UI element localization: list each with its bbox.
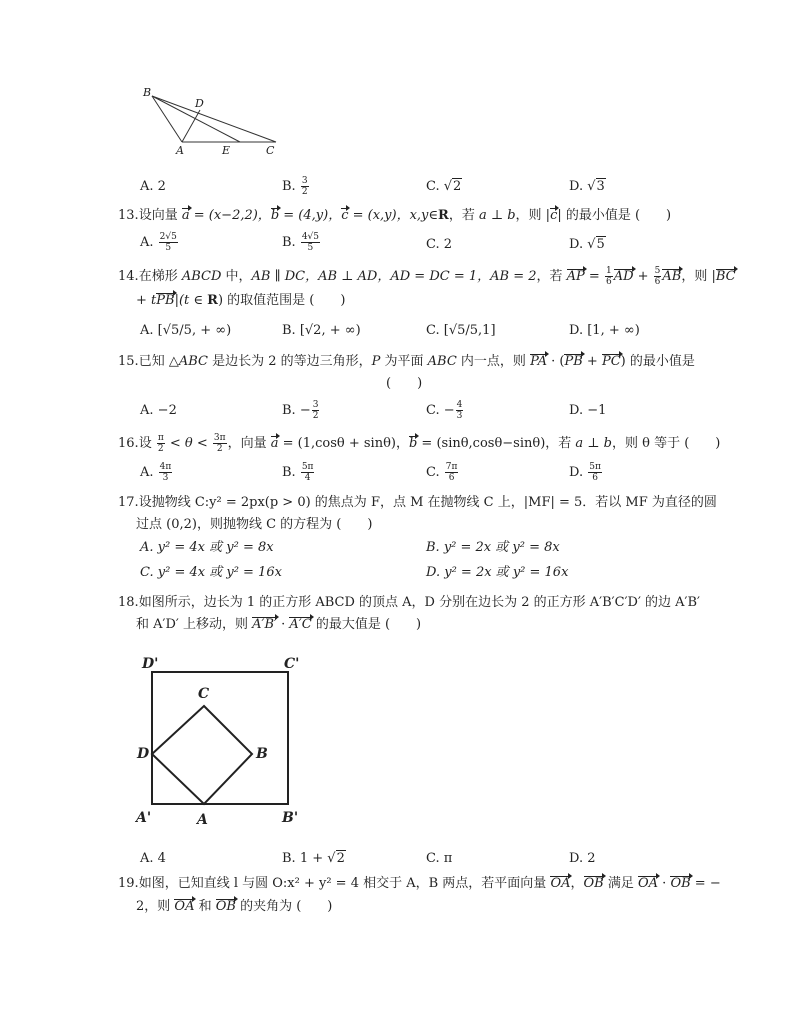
q13-option-a[interactable]: A. $\frac{2√5}{5}$ [140,232,177,253]
q18-option-a[interactable]: A. 4 [140,851,166,866]
q14-option-d[interactable]: D. [1, + ∞) [569,323,640,338]
q13-option-c[interactable]: C. 2 [426,237,453,252]
q17-stem-line1: 17.设抛物线 C:y² = 2px(p > 0) 的焦点为 F，点 M 在抛物线 C 上，|MF| = 5．若以 MF 为直径的圆 [118,495,717,510]
label-D: D [137,746,150,762]
q15-option-c[interactable]: C. − $\frac{4}{3}$ [426,400,463,421]
squares-figure [134,652,314,828]
q17-stem-line2: 过点 (0,2)，则抛物线 C 的方程为 ( ) [136,517,373,532]
q13-option-b[interactable]: B. $\frac{4√5}{5}$ [282,232,320,253]
q14-option-c[interactable]: C. [√5/5,1] [426,323,496,338]
label-A: A [176,144,184,157]
q19-stem-line1: 19.如图，已知直线 l 与圆 O:x² + y² = 4 相交于 A，B 两点，若平面向量 OA，OB 满足 OA · OB = − [118,876,721,891]
label-B: B [143,86,152,99]
q12-option-b[interactable]: B. $\frac{3}{2}$ [282,176,308,197]
q15-stem: 15.已知 △ABC 是边长为 2 的等边三角形，P 为平面 ABC 内一点，则 PA · (PB + PC) 的最小值是 [118,354,695,369]
label-A: A [197,812,208,828]
label-Dp: D' [142,656,159,672]
q15-option-b[interactable]: B. − $\frac{3}{2}$ [282,400,319,421]
q13-option-d[interactable]: D. √5 [569,237,605,252]
q19-stem-line2: 2，则 OA 和 OB 的夹角为 ( ) [136,899,333,914]
label-D: D [195,97,204,110]
q13-stem: 13.设向量 a = (x−2,2)，b = (4,y)，c = (x,y)，x,y∈R，若 a ⊥ b，则 |c| 的最小值是 ( ) [118,208,672,223]
q14-option-a[interactable]: A. [√5/5, + ∞) [140,323,232,338]
q17-option-a[interactable]: A. y² = 4x 或 y² = 8x [140,540,274,555]
triangle-figure [140,86,290,158]
label-E: E [222,144,231,157]
q15-option-a[interactable]: A. −2 [140,403,177,418]
q17-option-d[interactable]: D. y² = 2x 或 y² = 16x [426,565,569,580]
q16-option-b[interactable]: B. $\frac{5\pi}{4}$ [282,462,314,483]
q17-option-b[interactable]: B. y² = 2x 或 y² = 8x [426,540,560,555]
q18-option-c[interactable]: C. π [426,851,453,866]
label-Bp: B' [282,810,299,826]
q14-stem-line2: + tPB|(t ∈ R) 的取值范围是 ( ) [136,293,346,308]
q15-option-d[interactable]: D. −1 [569,403,607,418]
q18-option-b[interactable]: B. 1 + √2 [282,851,345,866]
q18-option-d[interactable]: D. 2 [569,851,596,866]
label-Ap: A' [136,810,152,826]
label-C: C [266,144,275,157]
label-B: B [256,746,268,762]
q16-option-c[interactable]: C. $\frac{7\pi}{6}$ [426,462,458,483]
q18-stem-line1: 18.如图所示，边长为 1 的正方形 ABCD 的顶点 A，D 分别在边长为 2 的正方形 A′B′C′D′ 的边 A′B′ [118,595,701,610]
q16-stem: 16.设 $\frac{\pi}{2}$ < θ < $\frac{3\pi}{2}$ ，向量 a = (1,cosθ + sinθ)，b = (sinθ,cosθ−sinθ)，若 a ⊥ b，则 θ 等于 ( ) [118,433,721,454]
label-C: C [198,686,210,702]
q16-option-a[interactable]: A. $\frac{4\pi}{3}$ [140,462,172,483]
q12-option-a[interactable]: A. 2 [140,179,166,194]
q14-option-b[interactable]: B. [√2, + ∞) [282,323,361,338]
label-Cp: C' [284,656,300,672]
q12-option-c[interactable]: C. √2 [426,179,462,194]
q12-option-d[interactable]: D. √3 [569,179,605,194]
q17-option-c[interactable]: C. y² = 4x 或 y² = 16x [140,565,282,580]
q18-stem-line2: 和 A′D′ 上移动，则 A′B′ · A′C 的最大值是 ( ) [136,617,422,632]
q14-stem-line1: 14.在梯形 ABCD 中，AB ∥ DC，AB ⊥ AD，AD = DC = 1，AB = 2，若 AP = $\frac{1}{6}$ AD + $\frac{5}{6}$ AB，则 |BC [118,266,736,287]
q15-answer-paren: ( ) [386,376,423,391]
q16-option-d[interactable]: D. $\frac{5\pi}{6}$ [569,462,601,483]
